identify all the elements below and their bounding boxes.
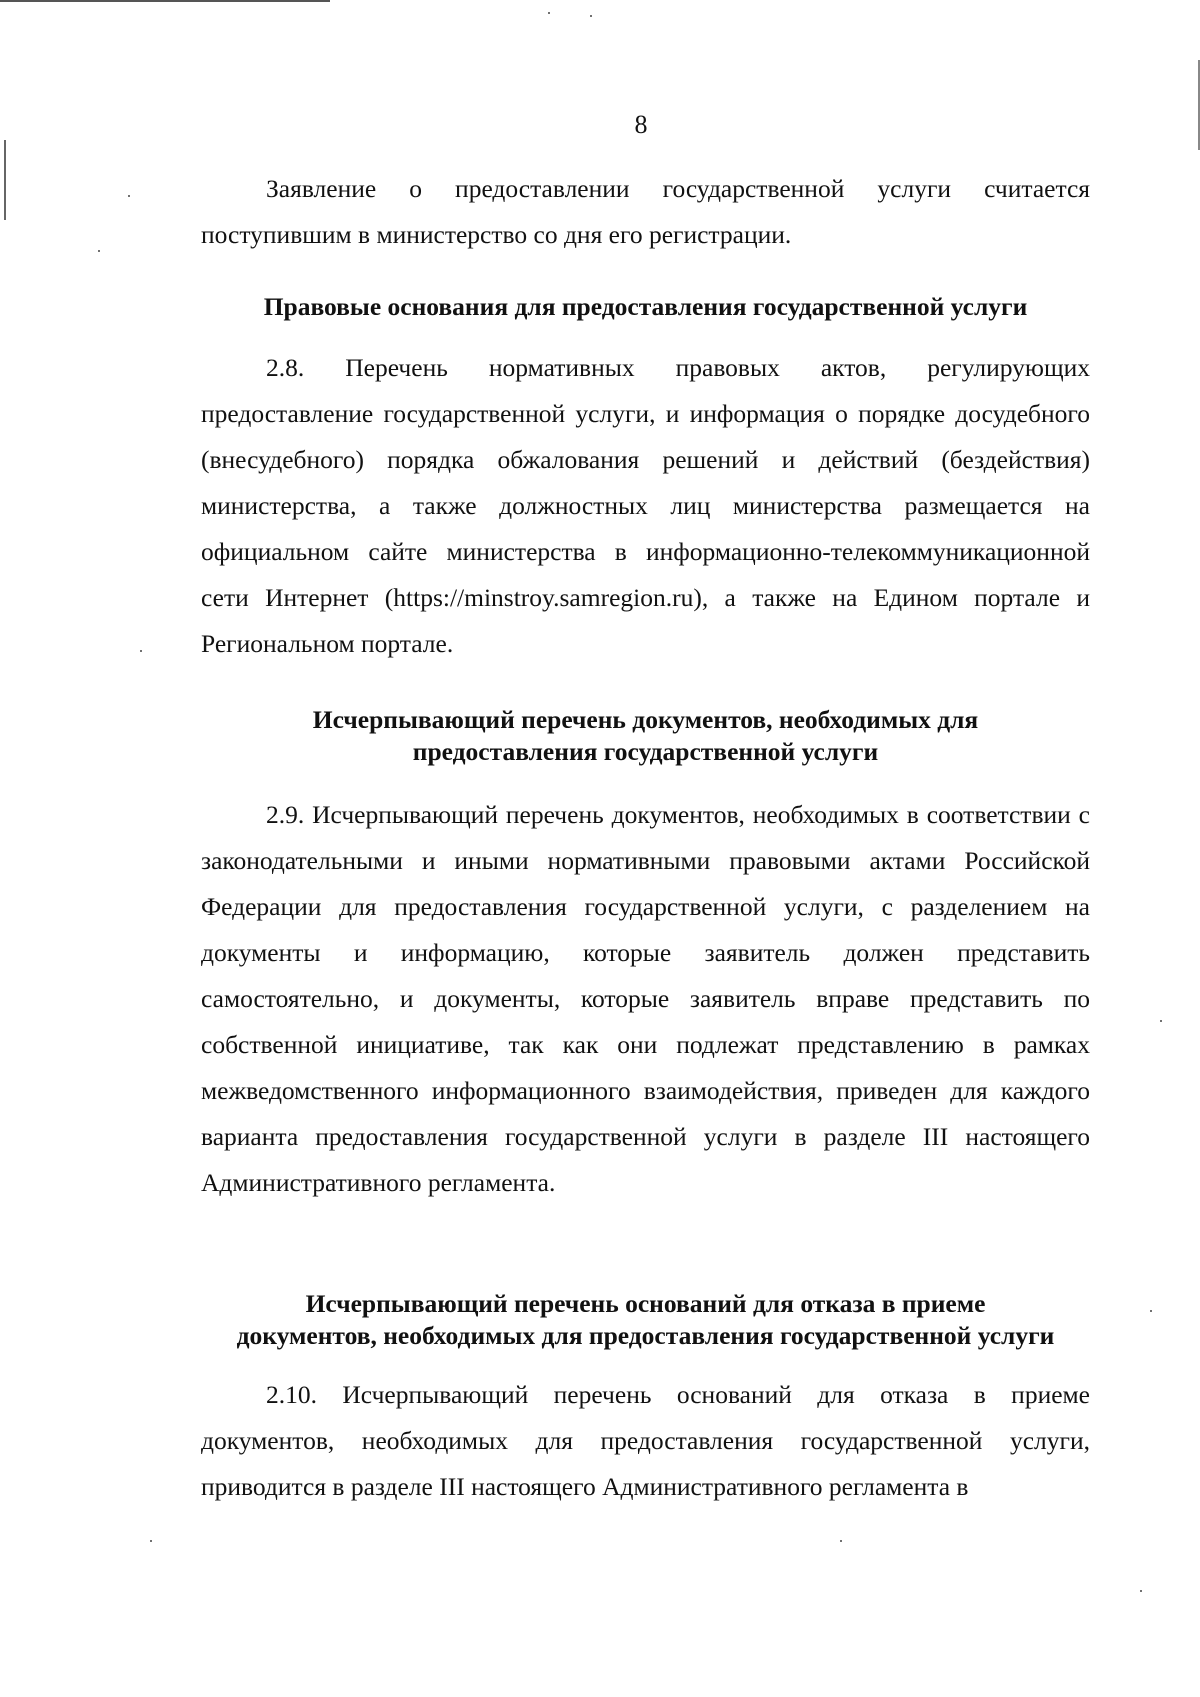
paragraph-2-9	[201, 792, 1090, 1206]
section-heading-text: Правовые основания для предоставления государственной услуги	[263, 292, 1028, 321]
paragraph-text: 2.8. Перечень нормативных правовых актов, регулирующих предоставление государственной услуги, и информация о порядке досудебного (внесудебного) порядка обжалования решений и действий (бездействия) министерства, а также должностных лиц министерства размещается на официальном сайте министерства в информационно-телекоммуникационной сети Интернет (https://minstroy.samregion.ru), а также на Едином портале и Региональном портале.	[201, 353, 1090, 658]
section-heading-line: Исчерпывающий перечень оснований для отказа в приеме	[305, 1289, 986, 1318]
paragraph-2-8	[201, 345, 1090, 667]
scan-speck	[128, 195, 130, 197]
scan-speck	[1150, 1310, 1152, 1312]
page-number: 8	[634, 110, 648, 139]
paragraph-text: 2.10. Исчерпывающий перечень оснований для отказа в приеме документов, необходимых для предоставления государственной услуги, приводится в разделе III настоящего Административного регламента в	[201, 1380, 1090, 1501]
section-heading-legal-basis	[201, 291, 1090, 323]
scan-speck	[1140, 1590, 1142, 1592]
scan-edge-top	[0, 0, 330, 2]
scan-speck	[98, 250, 100, 252]
section-heading-line: Исчерпывающий перечень документов, необходимых для	[312, 705, 979, 734]
scan-speck	[140, 650, 142, 652]
scan-edge-left	[4, 140, 6, 220]
paragraph-2-10	[201, 1372, 1090, 1510]
section-heading-line: документов, необходимых для предоставления государственной услуги	[236, 1321, 1055, 1350]
section-heading-refusal-grounds	[201, 1288, 1090, 1352]
section-heading-line: предоставления государственной услуги	[412, 737, 879, 766]
section-heading-documents	[201, 704, 1090, 768]
scan-speck	[840, 1540, 842, 1542]
paragraph-text: 2.9. Исчерпывающий перечень документов, необходимых в соответствии с законодательными и иными нормативными правовыми актами Российской Федерации для предоставления государственной услуги, с разделением на документы и информацию, которые заявитель должен представить самостоятельно, и документы, которые заявитель вправе представить по собственной инициативе, так как они подлежат представлению в рамках межведомственного информационного взаимодействия, приведен для каждого варианта предоставления государственной услуги в разделе III настоящего Административного регламента.	[201, 800, 1090, 1197]
scan-speck	[150, 1540, 152, 1542]
scan-speck	[590, 15, 592, 17]
scan-speck	[1160, 1020, 1162, 1022]
intro-text: Заявление о предоставлении государственной услуги считается поступившим в министерство со дня его регистрации.	[201, 174, 1090, 249]
intro-paragraph	[201, 166, 1090, 258]
scan-speck	[548, 12, 550, 14]
